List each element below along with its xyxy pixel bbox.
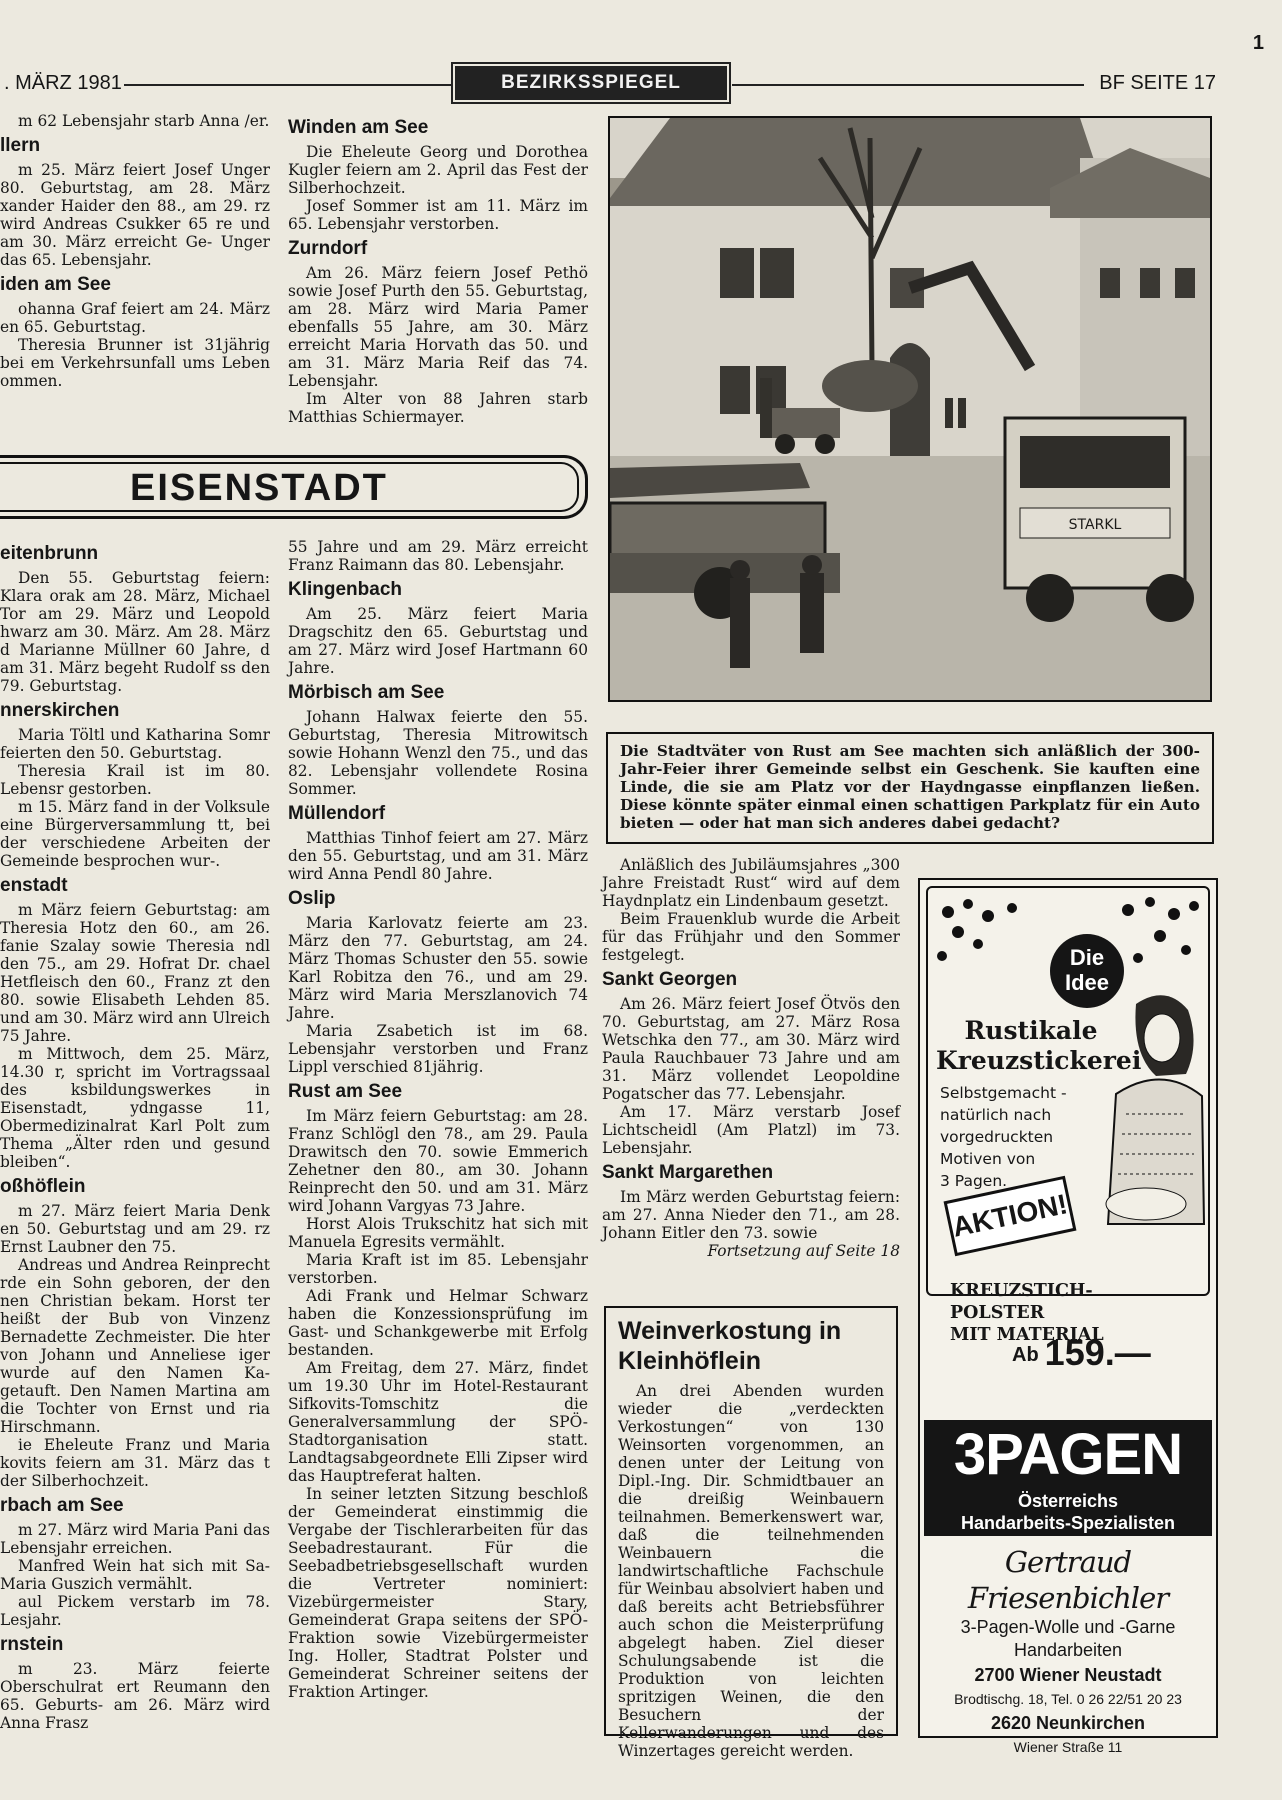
article-paragraph: Am 17. März verstarb Josef Lichtscheidl (Am Platzl) im 73. Lebensjahr. xyxy=(602,1103,900,1157)
article-heading: nnerskirchen xyxy=(0,700,120,721)
section-banner-title: EISENSTADT xyxy=(130,467,388,509)
article-paragraph: m 27. März wird Maria Pani das Lebensjahr erreichen. xyxy=(0,1521,270,1557)
article-paragraph: In seiner letzten Sitzung beschloß der Gemeinderat einstimmig die Vergabe der Tischlerarbeiten für das Seebadrestaurant. Für die Seebadbetriebsgesellschaft wurden die Vertreter nominiert: Vizebürgermeister Stary, Gemeinderat Grapa seitens der SPÖ-Fraktion sowie Vizebürgermeister Ing. Holler, Stadtrat Polster und Gemeinderat Schreiner seitens der Fraktion Artinger. xyxy=(288,1485,588,1701)
corner-mark: 1 xyxy=(1252,32,1264,54)
article-heading: iden am See xyxy=(0,274,111,295)
article-paragraph: Maria Karlovatz feierte am 23. März den 77. Geburtstag, am 24. März Thomas Schuster den 55. sowie Karl Robitza den 76., und am 29. März wird Maria Merszlanovich 74 Jahre. xyxy=(288,914,588,1022)
article-paragraph: Maria Kraft ist im 85. Lebensjahr verstorben. xyxy=(288,1251,588,1287)
truck-label: STARKL xyxy=(1068,517,1122,533)
shop-address-1: Brodtischg. 18, Tel. 0 26 22/51 20 23 xyxy=(954,1691,1182,1707)
article-paragraph: Anläßlich des Jubiläumsjahres „300 Jahre Freistadt Rust“ wird auf dem Haydnplatz ein Lindenbaum gesetzt. xyxy=(602,856,900,910)
article-paragraph: m 15. März fand in der Volksule eine Bürgerversammlung tt, bei der verschiedene Arbeiten der Gemeinde besprochen wur-. xyxy=(0,798,270,870)
price-value: 159.— xyxy=(1044,1332,1151,1373)
section-banner xyxy=(0,455,588,519)
brand-name: 3PAGEN xyxy=(953,1422,1183,1487)
advertisement xyxy=(918,878,1218,1755)
article-paragraph: ohanna Graf feiert am 24. März en 65. Geburtstag. xyxy=(0,300,270,336)
article-paragraph: Andreas und Andrea Reinprecht rde ein Sohn geboren, der den nen Christian bekam. Horst ter heißt der Bub von Vinzenz Bernadette Zechmeister. Die hter von Johann und Anneliese iger wurde auf den Namen Ka- getauft. Den Namen Martina am die Tochter von Ernst und ria Hirschmann. xyxy=(0,1256,270,1436)
article-heading: Rust am See xyxy=(288,1081,403,1102)
column-1-top xyxy=(0,112,270,442)
article-paragraph: Maria Töltl und Katharina Somr feierten den 50. Geburtstag. xyxy=(0,726,270,762)
article-heading: enstadt xyxy=(0,875,68,896)
article-paragraph: Theresia Krail ist im 80. Lebensr gestorben. xyxy=(0,762,270,798)
weinverkostung-title: Weinverkostung in Kleinhöflein xyxy=(618,1317,842,1375)
issue-date: . MÄRZ 1981 xyxy=(4,72,122,94)
die-idee-line1: Die xyxy=(1069,945,1105,970)
article-heading: Klingenbach xyxy=(288,579,403,600)
column-2-bottom xyxy=(288,538,588,1788)
price-prefix: Ab xyxy=(1012,1344,1039,1366)
article-paragraph: m 62 Lebensjahr starb Anna /er. xyxy=(18,112,270,130)
news-photo xyxy=(608,116,1212,702)
article-paragraph: ie Eheleute Franz und Maria kovits feiern am 31. März das t der Silberhochzeit. xyxy=(0,1436,270,1490)
photo-caption: Die Stadtväter von Rust am See machten sich anläßlich der 300-Jahr-Feier ihrer Gemeinde selbst ein Geschenk. Sie kauften eine Linde, die sie am Platz vor der Haydngasse einpflanzen ließen. Diese könnte später einmal einen schattigen Parkplatz für ein Auto bieten — oder hat man sich anderes dabei gedacht? xyxy=(620,742,1200,832)
article-heading: Sankt Georgen xyxy=(602,969,738,990)
article-paragraph: Beim Frauenklub wurde die Arbeit für das Frühjahr und den Sommer festgelegt. xyxy=(602,910,900,964)
article-paragraph: aul Pickem verstarb im 78. Lesjahr. xyxy=(0,1593,270,1629)
polster-line-1: KREUZSTICH-POLSTER xyxy=(950,1281,1093,1323)
article-paragraph: Johann Halwax feierte den 55. Geburtstag, Theresia Mitrowitsch sowie Hohann Wenzl den 75., und das 82. Lebensjahr vollendete Rosina Sommer. xyxy=(288,708,588,798)
article-paragraph: 55 Jahre und am 29. März erreicht Franz Raimann das 80. Lebensjahr. xyxy=(288,538,588,574)
continuation-note: Fortsetzung auf Seite 18 xyxy=(707,1242,900,1260)
article-paragraph: Im März feiern Geburtstag: am 28. Franz Schlögl den 78., am 29. Paula Drawitsch den 70. sowie Emmerich Zehetner den 80., am 30. Johann Reinprecht den 50. und am 31. März wird Johann Vargyas 73 Jahre. xyxy=(288,1107,588,1215)
die-idee-line2: Idee xyxy=(1064,970,1110,995)
aktion-badge: AKTION! xyxy=(944,1176,1077,1257)
ad-sub-3: vorgedruckten xyxy=(940,1128,1054,1146)
section-title: BEZIRKSSPIEGEL xyxy=(501,72,681,93)
article-heading: Oslip xyxy=(288,888,336,909)
article-paragraph: Josef Sommer ist am 11. März im 65. Lebensjahr verstorben. xyxy=(288,197,588,233)
shop-name: Gertraud Friesenbichler xyxy=(967,1545,1169,1615)
ad-sub-4: Motiven von xyxy=(940,1150,1036,1168)
weinverkostung-text: An drei Abenden wurden wieder die „verdeckten Verkostungen“ von 130 Weinsorten vorgenommen, an denen unter der Leitung von Dipl.-Ing. Dir. Schmidtbauer an die dreißig Weinbauern teilnahmen. Bemerkenswert war, daß die teilnehmenden Weinbauern die landwirtschaftliche Fachschule für Weinbau absolviert haben und daß bereits acht Betriebsführer auch schon die Meisterprüfung abgelegt haben. Ziel dieser Schulungsabende ist die Produktion von leichten spritzigen Weinen, die den Besuchern der Kellerwanderungen und des Winzertages gereicht werden. xyxy=(618,1382,884,1760)
article-heading: Sankt Margarethen xyxy=(602,1162,774,1183)
article-paragraph: Maria Zsabetich ist im 68. Lebensjahr verstorben und Franz Lippl verschied 81jährig. xyxy=(288,1022,588,1076)
article-paragraph: Am 25. März feiert Maria Dragschitz den 65. Geburtstag und am 27. März wird Josef Hartmann 60 Jahre. xyxy=(288,605,588,677)
article-paragraph: Am Freitag, dem 27. März, findet um 19.30 Uhr im Hotel-Restaurant Sifkovits-Tomschitz die Generalversammlung der SPÖ-Stadtorganisation statt. Landtagsabgeordnete Elli Zipser wird das Hauptreferat halten. xyxy=(288,1359,588,1485)
ad-sub-1: Selbstgemacht - xyxy=(940,1084,1067,1102)
article-paragraph: m 25. März feiert Josef Unger 80. Geburtstag, am 28. März xander Haider den 88., am 29. rz wird Andreas Csukker 65 re und am 30. März erreicht Ge- Unger das 65. Lebensjahr. xyxy=(0,161,270,269)
article-paragraph: Den 55. Geburtstag feiern: Klara orak am 28. März, Michael Tor am 29. März und Leopold hwarz am 30. März. Am 28. März d Marianne Müllner 60 Jahre, d am 31. März begeht Rudolf ss den 79. Geburtstag. xyxy=(0,569,270,695)
article-heading: Zurndorf xyxy=(288,238,368,259)
article-heading: llern xyxy=(0,135,41,156)
article-paragraph: Im Alter von 88 Jahren starb Matthias Schiermayer. xyxy=(288,390,588,426)
article-heading: rnstein xyxy=(0,1634,64,1655)
page-number: BF SEITE 17 xyxy=(1099,72,1216,94)
ad-sub-2: natürlich nach xyxy=(940,1106,1052,1124)
article-paragraph: Adi Frank und Helmar Schwarz haben die Konzessionsprüfung im Gast- und Schankgewerbe mit Erfolg bestanden. xyxy=(288,1287,588,1359)
article-heading: Winden am See xyxy=(288,117,429,138)
article-paragraph: Theresia Brunner ist 31jährig bei em Verkehrsunfall ums Leben ommen. xyxy=(0,336,270,390)
weinverkostung-box xyxy=(604,1306,898,1760)
photo-caption-box xyxy=(606,732,1214,844)
price xyxy=(1012,1332,1151,1374)
article-paragraph: Am 26. März feiert Josef Ötvös den 70. Geburtstag, am 27. März Rosa Wetschka den 77., am 30. März wird Paula Rauchbauer 73 Jahre und am 31. März vollendet Leopoldine Pogatscher das 77. Lebensjahr. xyxy=(602,995,900,1103)
article-heading: Mörbisch am See xyxy=(288,682,445,703)
ad-upper-panel xyxy=(926,886,1210,1373)
article-paragraph: Horst Alois Trukschitz hat sich mit Manuela Egresits vermählt. xyxy=(288,1215,588,1251)
article-heading: Müllendorf xyxy=(288,803,386,824)
column-1-bottom xyxy=(0,538,270,1788)
polster-line-2: MIT MATERIAL xyxy=(950,1325,1104,1345)
page-header xyxy=(0,66,1220,102)
shop-city-1: 2700 Wiener Neustadt xyxy=(974,1665,1162,1685)
ad-sub-5: 3 Pagen. xyxy=(940,1172,1008,1190)
brand-sub-1: Österreichs xyxy=(1017,1491,1119,1511)
photo-illustration xyxy=(610,118,1210,700)
article-paragraph: Matthias Tinhof feiert am 27. März den 55. Geburtstag, und am 31. März wird Anna Pendl 80 Jahre. xyxy=(288,829,588,883)
brand-sub-2: Handarbeits-Spezialisten xyxy=(960,1513,1176,1533)
article-heading: rbach am See xyxy=(0,1495,124,1516)
shop-line-1: 3-Pagen-Wolle und -Garne xyxy=(960,1617,1176,1637)
ad-subtitle xyxy=(940,1082,1110,1192)
section-title-box xyxy=(455,66,727,100)
brand-banner xyxy=(924,1420,1212,1536)
article-paragraph: Manfred Wein hat sich mit Sa- Maria Guszich vermählt. xyxy=(0,1557,270,1593)
shop-line-2: Handarbeiten xyxy=(1013,1640,1123,1660)
article-paragraph: m 27. März feiert Maria Denk en 50. Geburtstag und am 29. rz Ernst Laubner den 75. xyxy=(0,1202,270,1256)
header-rule-left xyxy=(124,84,452,86)
ad-title: Rustikale Kreuzstickerei xyxy=(936,1016,1142,1075)
article-paragraph: m Mittwoch, dem 25. März, 14.30 r, spricht im Vortragssaal des ksbildungswerkes in Eisenstadt, ydngasse 11, Obermedizinalrat Karl Polt zum Thema „Älter rden und gesund bleiben“. xyxy=(0,1045,270,1171)
woman-stitching-illustration xyxy=(1096,984,1206,1234)
column-3 xyxy=(602,856,900,1296)
shop-info xyxy=(924,1544,1212,1758)
article-heading: eitenbrunn xyxy=(0,543,99,564)
shop-city-2: 2620 Neunkirchen xyxy=(990,1713,1146,1733)
header-rule-right xyxy=(732,84,1084,86)
article-paragraph: m März feiern Geburtstag: am Theresia Hotz den 60., am 26. fanie Szalay sowie Theresia ndl den 75., am 29. Hofrat Dr. chael Hetfleisch den 60., Franz zt den 80. sowie Elisabeth Lehden 85. und am 30. März wird ann Ulreich 75 Jahre. xyxy=(0,901,270,1045)
article-heading: oßhöflein xyxy=(0,1176,86,1197)
shop-address-2: Wiener Straße 11 xyxy=(1013,1739,1123,1755)
article-paragraph: Am 26. März feiern Josef Pethö sowie Josef Purth den 55. Geburtstag, am 28. März wird Maria Pamer ebenfalls 55 Jahre, am 30. März erreicht Maria Horvath das 50. und am 31. März Maria Reif das 74. Lebensjahr. xyxy=(288,264,588,390)
article-paragraph: m 23. März feierte Oberschulrat ert Reumann den 65. Geburts- am 26. März wird Anna Frasz xyxy=(0,1660,270,1732)
article-paragraph: Im März werden Geburtstag feiern: am 27. Anna Nieder den 71., am 28. Johann Eitler den 73. sowie xyxy=(602,1188,900,1242)
column-2-top xyxy=(288,112,588,442)
article-paragraph: Die Eheleute Georg und Dorothea Kugler feiern am 2. April das Fest der Silberhochzeit. xyxy=(288,143,588,197)
